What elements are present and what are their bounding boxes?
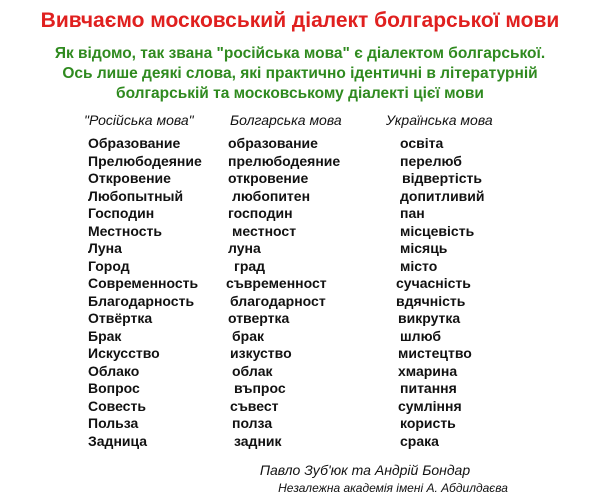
ukrainian-word: питання [400, 380, 457, 396]
russian-word: Вопрос [88, 380, 140, 396]
bulgarian-word: облак [232, 362, 273, 379]
bulgarian-word: прелюбодеяние [228, 152, 341, 169]
page-title: Вивчаємо московський діалект болгарської мови [40, 9, 560, 32]
bulgarian-word: задник [234, 432, 282, 449]
table-row [0, 363, 600, 381]
russian-word: Любопытный [88, 187, 184, 204]
russian-word: Местность [88, 222, 162, 239]
russian-word: Луна [88, 240, 122, 256]
russian-word: Прелюбодеяние [88, 152, 202, 169]
ukrainian-word: срака [400, 432, 439, 449]
ukrainian-word: викрутка [398, 310, 461, 326]
bulgarian-word: любопитен [232, 187, 311, 204]
authors: Павло Зуб'юк та Андрій Бондар [259, 462, 471, 478]
table-row [0, 153, 600, 171]
russian-word: Откровение [88, 170, 171, 186]
russian-word: Благодарность [88, 292, 195, 309]
ukrainian-word: місяць [400, 240, 448, 256]
academy: Незалежна академія імені А. Абдилдаєва [278, 481, 508, 495]
header-bulgarian: Болгарська мова [230, 112, 342, 128]
table-row [0, 345, 600, 363]
table-row [0, 310, 600, 328]
russian-word: Облако [88, 362, 140, 379]
ukrainian-word: сучасність [396, 275, 471, 291]
table-row [0, 275, 600, 293]
bulgarian-word: съвременност [226, 275, 327, 291]
ukrainian-word: користь [400, 415, 456, 431]
ukrainian-word: мистецтво [398, 345, 472, 361]
bulgarian-word: град [234, 257, 266, 274]
ukrainian-word: відвертість [402, 170, 482, 186]
table-row [0, 433, 600, 451]
russian-word: Образование [88, 135, 181, 151]
russian-word: Совесть [88, 397, 146, 414]
russian-word: Современность [88, 275, 199, 291]
ukrainian-word: шлюб [400, 327, 441, 344]
russian-word: Задница [88, 432, 148, 449]
bulgarian-word: луна [228, 240, 261, 256]
bulgarian-word: отвертка [228, 310, 290, 326]
ukrainian-word: вдячність [396, 292, 466, 309]
table-row [0, 188, 600, 206]
bulgarian-word: брак [232, 327, 264, 344]
bulgarian-word: откровение [228, 170, 309, 186]
table-row [0, 240, 600, 258]
russian-word: Господин [88, 205, 155, 221]
header-ukrainian: Українська мова [386, 112, 493, 128]
table-row [0, 415, 600, 433]
russian-word: Город [88, 257, 130, 274]
table-row [0, 380, 600, 398]
bulgarian-word: съвест [230, 397, 279, 414]
bulgarian-word: въпрос [234, 380, 286, 396]
intro-line: болгарській та московському діалекті цієї мови [116, 85, 484, 102]
ukrainian-word: місто [400, 257, 438, 274]
table-row [0, 223, 600, 241]
ukrainian-word: допитливий [400, 187, 485, 204]
bulgarian-word: изкуство [230, 345, 292, 361]
table-row [0, 258, 600, 276]
intro-text [0, 44, 600, 104]
ukrainian-word: хмарина [398, 362, 458, 379]
table-row [0, 170, 600, 188]
russian-word: Отвёртка [88, 310, 153, 326]
word-table [0, 135, 600, 450]
ukrainian-word: пан [400, 205, 425, 221]
russian-word: Польза [88, 415, 139, 431]
intro-line: Як відомо, так звана "російська мова" є діалектом болгарської. [54, 45, 546, 62]
intro-line: Ось лише деякі слова, які практично ідентичні в літературній [62, 65, 538, 82]
russian-word: Брак [88, 327, 122, 344]
table-row [0, 135, 600, 153]
table-row [0, 205, 600, 223]
header-russian: "Російська мова" [84, 112, 194, 128]
ukrainian-word: освіта [400, 135, 444, 151]
table-row [0, 398, 600, 416]
russian-word: Искусство [88, 345, 160, 361]
bulgarian-word: полза [232, 415, 273, 431]
table-row [0, 293, 600, 311]
ukrainian-word: перелюб [400, 152, 462, 169]
table-row [0, 328, 600, 346]
bulgarian-word: местност [232, 222, 297, 239]
ukrainian-word: сумління [398, 397, 462, 414]
bulgarian-word: благодарност [230, 292, 326, 309]
bulgarian-word: господин [228, 205, 293, 221]
bulgarian-word: образование [228, 135, 318, 151]
ukrainian-word: місцевість [400, 222, 475, 239]
